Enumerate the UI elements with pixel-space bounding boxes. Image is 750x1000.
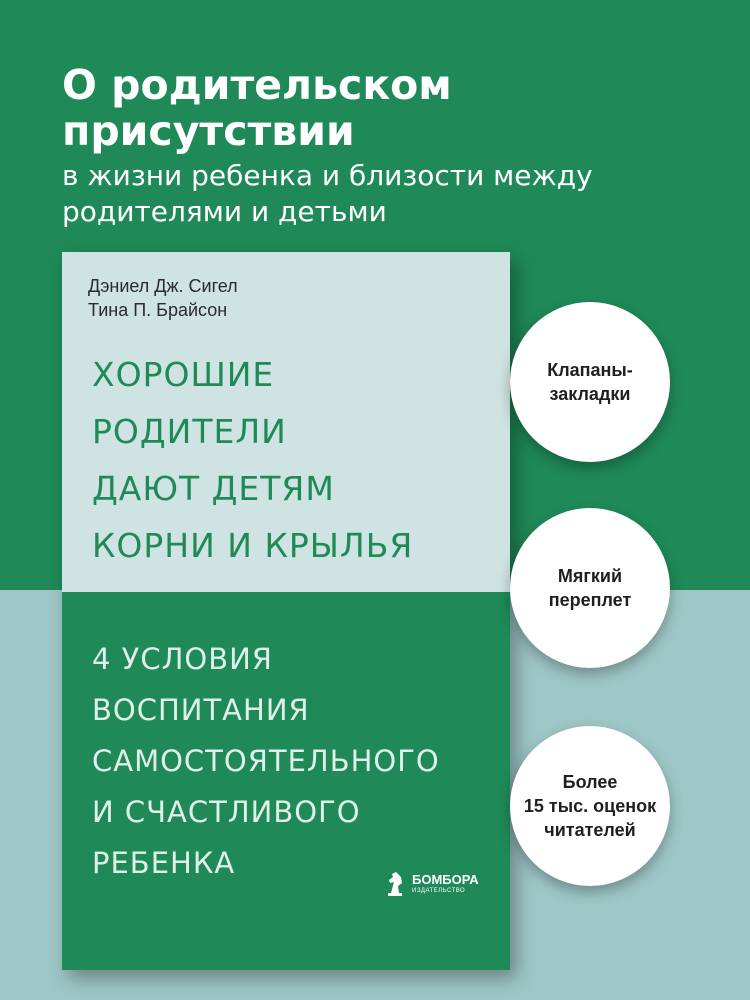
headline bbox=[62, 62, 722, 154]
subheadline bbox=[62, 158, 722, 230]
headline-line-2: присутствии bbox=[62, 107, 355, 155]
feature-badge-ratings bbox=[510, 726, 670, 886]
book-subtitle-line-5: РЕБЕНКА bbox=[92, 846, 236, 880]
subheadline-line-1: в жизни ребенка и близости между bbox=[62, 159, 593, 192]
book-cover bbox=[62, 252, 510, 970]
book-title-line-1: ХОРОШИЕ bbox=[92, 355, 275, 394]
publisher-name: БОМБОРА bbox=[412, 872, 479, 887]
chess-knight-icon bbox=[384, 870, 406, 898]
book-title-line-2: РОДИТЕЛИ bbox=[92, 412, 287, 451]
book-subtitle bbox=[92, 634, 492, 889]
book-subtitle-line-1: 4 УСЛОВИЯ bbox=[92, 642, 273, 676]
book-authors bbox=[88, 274, 238, 322]
subheadline-line-2: родителями и детьми bbox=[62, 195, 387, 228]
feature-badge-label: Мягкий переплет bbox=[548, 566, 632, 610]
book-subtitle-line-2: ВОСПИТАНИЯ bbox=[92, 693, 310, 727]
book-title bbox=[92, 346, 492, 574]
feature-badge-flaps bbox=[510, 302, 670, 462]
feature-badge-softcover bbox=[510, 508, 670, 668]
author-2: Тина П. Брайсон bbox=[88, 300, 228, 320]
headline-line-1: О родительском bbox=[62, 61, 452, 109]
book-title-line-4: КОРНИ И КРЫЛЬЯ bbox=[92, 526, 414, 565]
book-title-line-3: ДАЮТ ДЕТЯМ bbox=[92, 469, 335, 508]
feature-badge-label: Более 15 тыс. оценок читателей bbox=[523, 772, 657, 840]
book-subtitle-line-4: И СЧАСТЛИВОГО bbox=[92, 795, 361, 829]
author-1: Дэниел Дж. Сигел bbox=[88, 276, 238, 296]
book-subtitle-line-3: САМОСТОЯТЕЛЬНОГО bbox=[92, 744, 440, 778]
publisher-subtitle: ИЗДАТЕЛЬСТВО bbox=[412, 888, 466, 894]
feature-badge-label: Клапаны- закладки bbox=[547, 360, 633, 404]
publisher-logo bbox=[384, 870, 479, 898]
